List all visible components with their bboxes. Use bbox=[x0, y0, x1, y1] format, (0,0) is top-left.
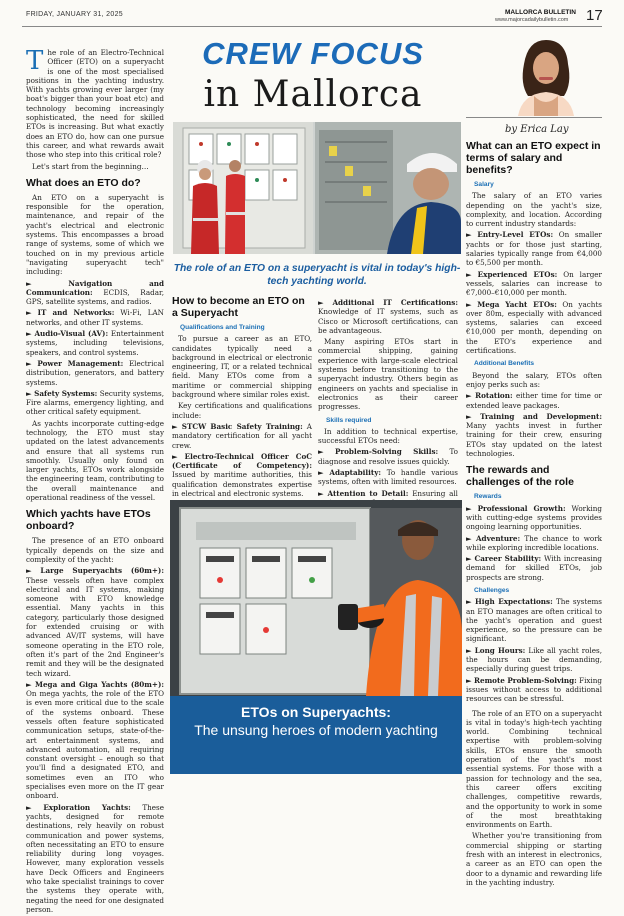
list-item bbox=[466, 676, 602, 704]
list-item bbox=[466, 230, 602, 267]
list-item bbox=[26, 803, 164, 915]
author-photo bbox=[510, 36, 582, 116]
list-item-text: On yachts over 80m, especially with advanced systems, salaries can exceed €10,000 per month, depending on the ETO's experience and certifications. bbox=[466, 299, 602, 356]
subheading-salary: Salary bbox=[474, 181, 494, 188]
list-item bbox=[466, 270, 602, 298]
list-item-label: ► Mega and Giga Yachts (80m+): bbox=[26, 679, 164, 689]
list-item-text: Knowledge of IT systems, such as Cisco or Microsoft certifications, can be advantageous. bbox=[318, 307, 458, 335]
list-item-text: Wi-Fi, LAN networks, and other IT systems. bbox=[26, 308, 164, 327]
list-item-text: Like all yacht roles, the hours can be demanding, especially during guest trips. bbox=[466, 645, 602, 674]
list-item-label: ► Career Stability: bbox=[466, 554, 542, 564]
byline-rule bbox=[466, 117, 602, 118]
list-item bbox=[466, 554, 602, 582]
page-title-crew-focus: CREW FOCUS bbox=[202, 36, 424, 71]
list-item-label: ► Adventure: bbox=[466, 533, 521, 543]
list-item-text: Issued by maritime authorities, this qualification demonstrates expertise in electrical and electronic systems. bbox=[172, 470, 312, 499]
photo-eto-at-switchboard bbox=[170, 500, 462, 696]
list-item-text: Ensuring all bbox=[412, 488, 458, 498]
list-item-label: ► Electro-Technical Officer CoC (Certificate of Competency): bbox=[172, 451, 312, 471]
list-item-label: ► Safety Systems: bbox=[26, 388, 98, 398]
paragraph: Key certifications and qualifications include: bbox=[172, 401, 312, 420]
list-item-label: ► Professional Growth: bbox=[466, 503, 566, 513]
list-item-label: ► Experienced ETOs: bbox=[466, 269, 558, 279]
paragraph: An ETO on a superyacht is responsible for the operation, maintenance, and repair of the yacht's electrical and electronic systems. This encompasses a broad range of systems, some of which we touched on in my previous article "navigating superyacht tech" including: bbox=[26, 192, 164, 277]
list-item-label: ► High Expectations: bbox=[466, 597, 553, 607]
list-item-text: To diagnose and resolve issues quickly. bbox=[318, 447, 458, 466]
heading-salary-benefits: What can an ETO expect in terms of salary and benefits? bbox=[466, 140, 601, 176]
list-item-text: Security systems, Fire alarms, emergency lighting, and other critical safety equipment. bbox=[26, 388, 164, 417]
list-item-text: These vessels often have complex electrical and IT systems, making someone with ETO knowledge essential. Many yachts in this category, particularly those designed for extended cruising or with advanced AV/IT systems, will have someone operating in the ETO role, often it's part of the 2nd Engineer's remit and they will be the designated tech wizard. bbox=[26, 575, 164, 678]
list-item bbox=[26, 308, 164, 327]
list-item-text: Entertainment systems, including televisions, speakers, and control systems. bbox=[26, 329, 164, 357]
list-item bbox=[466, 534, 602, 553]
subheading-challenges: Challenges bbox=[474, 586, 510, 594]
list-item-label: ► Attention to Detail: bbox=[318, 488, 409, 498]
header-rule bbox=[22, 26, 602, 27]
byline: by Erica Lay bbox=[505, 124, 569, 135]
subheading-rewards: Rewards bbox=[474, 493, 502, 501]
list-item-label: ► Exploration Yachts: bbox=[26, 802, 131, 812]
list-item bbox=[318, 298, 458, 335]
list-item bbox=[172, 452, 312, 498]
list-item-label: ► Remote Problem-Solving: bbox=[466, 675, 577, 685]
list-item-text: With increasing demand for skilled ETOs, job prospects are strong. bbox=[466, 554, 602, 582]
list-item-text: The chance to work while exploring incredible locations. bbox=[466, 533, 602, 552]
photo-eto-technicians bbox=[173, 122, 461, 254]
list-item-text: Working with cutting-edge systems provides ongoing learning opportunities. bbox=[466, 503, 602, 532]
issue-date: FRIDAY, JANUARY 31, 2025 bbox=[26, 11, 123, 18]
paragraph: The presence of an ETO onboard typically depends on the size and complexity of the yacht: bbox=[26, 536, 164, 564]
headline-banner bbox=[170, 696, 462, 774]
list-item-label: ► Entry-Level ETOs: bbox=[466, 230, 554, 240]
list-item-label: ► Mega Yacht ETOs: bbox=[466, 299, 557, 309]
subheading-benefits: Additional Benefits bbox=[474, 360, 535, 368]
list-item bbox=[466, 412, 602, 458]
intro-paragraph: he role of an Electro-Technical Officer (ETO) on a superyacht is one of the most specialised positions in the yachting industry. With yachts growing ever larger (my boat's bigger than your boat etc) and technology becoming increasingly sophisticated, the need for skilled ETOs is increasing. But what exactly does an ETO do, how can one pursue this career, and what rewards await those who step into this critical role? bbox=[26, 48, 164, 160]
list-item bbox=[466, 597, 602, 643]
list-item bbox=[26, 680, 164, 801]
publication-name: MALLORCA BULLETIN bbox=[505, 9, 576, 16]
paragraph: The salary of an ETO varies depending on the yacht's size, complexity, and location. According to current industry standards: bbox=[466, 191, 602, 229]
list-item-text: The systems an ETO manages are often critical to the yacht's operation and guest experience, so the pressure can be significant. bbox=[466, 597, 602, 644]
list-item-label: ► Power Management: bbox=[26, 358, 124, 368]
list-item-label: ► Additional IT Certifications: bbox=[318, 298, 458, 307]
page-title-in-mallorca: in Mallorca bbox=[203, 74, 423, 115]
list-item-label: ► Adaptability: bbox=[318, 468, 382, 478]
list-item-label: ► Audio-Visual (AV): bbox=[26, 329, 109, 339]
list-item bbox=[26, 359, 164, 387]
list-item-text: On smaller yachts or for those just starting, salaries typically range from €4,000 to €5,500 per month. bbox=[466, 230, 602, 268]
article-column-3 bbox=[318, 298, 458, 530]
list-item-label: ► Rotation: bbox=[466, 391, 513, 401]
paragraph: Whether you're transitioning from commercial shipping or starting fresh with an interest in electronics, a career as an ETO can open the door to a dynamic and rewarding life in the yachting industry. bbox=[466, 831, 602, 887]
publication-url: www.majorcadailybulletin.com bbox=[495, 17, 569, 23]
list-item bbox=[318, 447, 458, 466]
list-item-text: Fixing issues without access to additional resources can be stressful. bbox=[466, 675, 602, 704]
banner-headline: ETOs on Superyachts: bbox=[241, 704, 391, 720]
list-item-label: ► Training and Development: bbox=[466, 411, 602, 421]
paragraph: Many aspiring ETOs start in commercial shipping, gaining experience with large-scale electrical systems before transitioning to the superyacht industry. Others begin as engineers on yachts and specialise in electronics as their career progresses. bbox=[318, 337, 458, 412]
paragraph: To pursue a career as an ETO, candidates typically need a background in electrical or electronic engineering, IT, or a related technical field. Many ETOs come from a maritime or commercial shipping background where similar roles exist. bbox=[172, 334, 312, 400]
list-item-label: ► Large Superyachts (60m+): bbox=[26, 566, 164, 576]
paragraph: The role of an ETO on a superyacht is vital in today's high-tech yachting world. Combining technical expertise with problem-solving skills, ETOs ensure the smooth operation of the yacht's most essential systems. For those with a passion for technology and the sea, this career offers exciting challenges, competitive rewards, and the opportunity to work in some of the most breathtaking environments on Earth. bbox=[466, 708, 602, 830]
list-item bbox=[26, 329, 164, 357]
subheading-qualifications: Qualifications and Training bbox=[180, 324, 265, 331]
heading-how-to-become: How to become an ETO on a Superyacht bbox=[172, 295, 305, 319]
list-item bbox=[26, 279, 164, 307]
paragraph: As yachts incorporate cutting-edge technology, the ETO must stay updated on the latest advancements and ensure that all systems run smoothly. Usually only found on larger yachts, ETOs work alongside the engineering team, contributing to the overall maintenance and operational readiness of the vessel. bbox=[26, 418, 164, 503]
list-item bbox=[318, 468, 458, 487]
list-item-text: Electrical distribution, generators, and battery systems. bbox=[26, 358, 164, 387]
photo-caption: The role of an ETO on a superyacht is vital in today's high-tech yachting world. bbox=[173, 263, 461, 287]
list-item-label: ► Navigation and Communication: bbox=[26, 278, 164, 297]
list-item-label: ► STCW Basic Safety Training: bbox=[172, 421, 303, 431]
list-item-text: A mandatory certification for all yacht crew. bbox=[172, 421, 312, 450]
list-item bbox=[26, 566, 164, 678]
list-item-text: These yachts, designed for remote destinations, rely heavily on robust communication and power systems, often necessitating an ETO to ensure reliability during long voyages. However, many exploration vessels have Deck Officers and Engineers who take specialist trainings to cover the systems they operate with, negating the need for one designated person. bbox=[26, 802, 164, 914]
list-item bbox=[172, 422, 312, 450]
banner-subheadline: The unsung heroes of modern yachting bbox=[194, 722, 438, 738]
article-column-4 bbox=[466, 138, 602, 889]
subheading-skills: Skills required bbox=[326, 416, 372, 424]
paragraph: In addition to technical expertise, successful ETOs need: bbox=[318, 426, 458, 446]
heading-rewards-challenges: The rewards and challenges of the role bbox=[466, 464, 574, 489]
list-item-label: ► Problem-Solving Skills: bbox=[318, 447, 439, 457]
list-item-text: either time for time or extended leave packages. bbox=[466, 391, 602, 410]
list-item bbox=[466, 646, 602, 674]
page-number: 17 bbox=[586, 7, 603, 24]
article-column-1 bbox=[26, 48, 164, 916]
list-item bbox=[466, 504, 602, 532]
drop-cap: T bbox=[26, 46, 44, 76]
list-item-text: To handle various systems, often with limited resources. bbox=[318, 468, 458, 487]
list-item bbox=[466, 391, 602, 410]
list-item bbox=[466, 300, 602, 356]
intro-line: Let's start from the beginning… bbox=[32, 161, 149, 171]
list-item-text: ECDIS, Radar, GPS, satellite systems, and radios. bbox=[26, 287, 164, 307]
heading-what-does-eto-do: What does an ETO do? bbox=[26, 176, 141, 189]
list-item-text: On larger vessels, salaries can increase to €7,000–€10,000 per month. bbox=[466, 269, 602, 298]
heading-which-yachts: Which yachts have ETOs onboard? bbox=[26, 508, 151, 533]
list-item-label: ► IT and Networks: bbox=[26, 308, 115, 318]
list-item-label: ► Long Hours: bbox=[466, 645, 526, 655]
list-item-text: On mega yachts, the role of the ETO is even more critical due to the scale of the systems onboard. These vessels often feature sophisticated communication setups, state-of-the-art entertainment systems, and advanced automation, all requiring constant oversight – enough so that you'll find a designated ETO, and sometimes even an ITO who specialises even more on the IT gear onboard. bbox=[26, 689, 164, 801]
list-item bbox=[26, 389, 164, 417]
paragraph: Beyond the salary, ETOs often enjoy perks such as: bbox=[466, 370, 602, 389]
list-item-text: Many yachts invest in further training for their crew, ensuring ETOs stay updated on the latest technologies. bbox=[466, 421, 602, 459]
